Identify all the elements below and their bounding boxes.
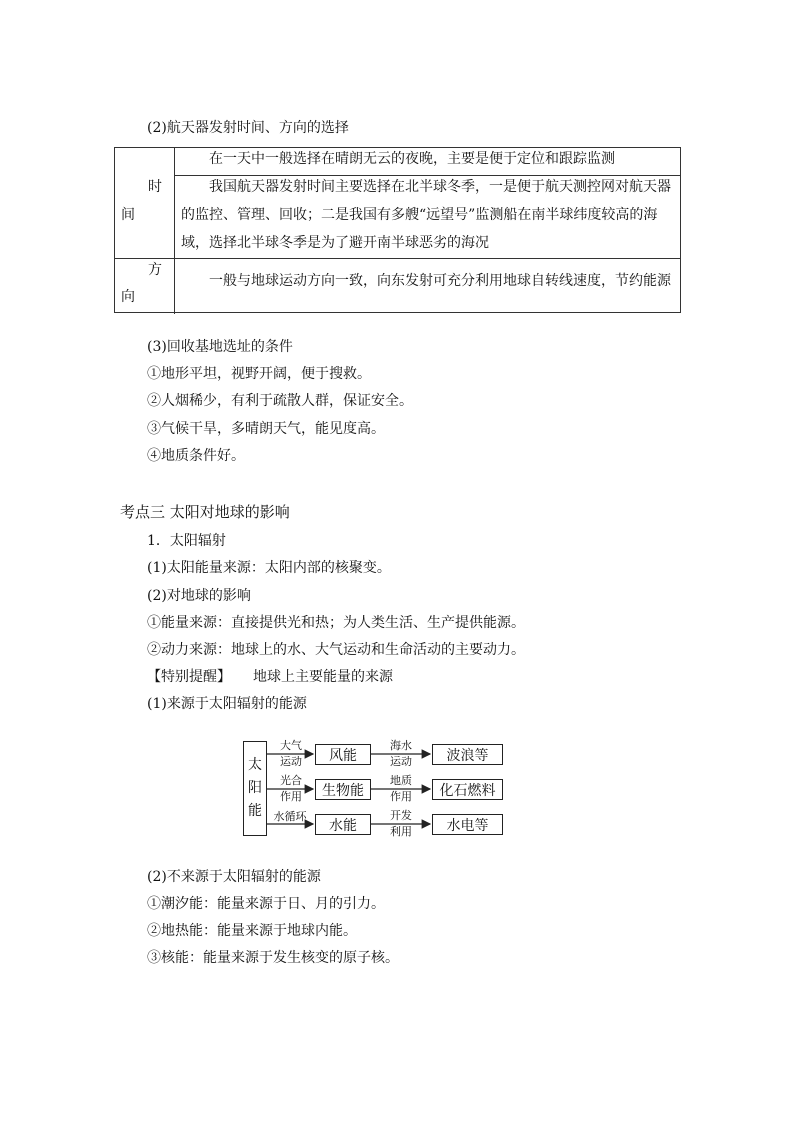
impact-item: ②动力来源：地球上的水、大气运动和生命活动的主要动力。: [147, 642, 525, 658]
impact-item: ①能量来源：直接提供光和热；为人类生活、生产提供能源。: [147, 615, 525, 631]
time-para-line-1: 我国航天器发射时间主要选择在北半球冬季，一是便于航天测控网对航天器: [209, 179, 671, 195]
wave-energy-box: 波浪等: [432, 744, 503, 765]
launch-section-title: (2)航天器发射时间、方向的选择: [147, 120, 349, 136]
table-column-divider-lower: [174, 266, 175, 314]
solar-sources-title: (1)来源于太阳辐射的能源: [147, 696, 307, 712]
non-solar-item: ②地热能：能量来源于地球内能。: [147, 923, 357, 939]
time-para-line-3: 域，选择北半球冬季是为了避开南半球恶劣的海况: [181, 235, 489, 251]
non-solar-item: ①潮汐能：能量来源于日、月的引力。: [147, 896, 385, 912]
table-row-divider: [115, 258, 680, 259]
recovery-section-title: (3)回收基地选址的条件: [147, 339, 293, 355]
row2-label1-b: 作用: [280, 790, 302, 803]
table-column-divider: [174, 148, 175, 266]
impact-title: (2)对地球的影响: [147, 588, 251, 604]
row1-label2-a: 海水: [390, 739, 412, 752]
time-label-2: 间: [121, 207, 135, 223]
sun-char: 阳: [248, 780, 262, 796]
row3-label1: 水循环: [273, 810, 307, 823]
direction-label-1: 方: [148, 262, 162, 278]
recovery-item: ①地形平坦，视野开阔，便于搜救。: [147, 366, 371, 382]
time-line-1: 在一天中一般选择在晴朗无云的夜晚，主要是便于定位和跟踪监测: [209, 151, 615, 167]
reminder-tag: 【特别提醒】: [147, 669, 231, 685]
row3-label2-b: 利用: [390, 825, 412, 838]
row2-label2-a: 地质: [390, 774, 412, 787]
sun-char: 能: [248, 803, 262, 819]
biomass-energy-box: 生物能: [315, 779, 371, 800]
reminder-text: 地球上主要能量的来源: [253, 669, 393, 685]
topic3-sub1: 1．太阳辐射: [147, 533, 226, 549]
row2-label1-a: 光合: [280, 774, 302, 787]
solar-energy-diagram: [243, 735, 508, 845]
time-para-line-2: 的监控、管理、回收；二是我国有多艘“远望号”监测船在南半球纬度较高的海: [181, 207, 658, 223]
row3-label2-a: 开发: [390, 809, 412, 822]
non-solar-title: (2)不来源于太阳辐射的能源: [147, 869, 321, 885]
hydropower-box: 水电等: [432, 814, 503, 835]
recovery-item: ③气候干旱，多晴朗天气，能见度高。: [147, 421, 385, 437]
hydro-energy-box: 水能: [315, 814, 371, 835]
launch-table: [114, 147, 681, 313]
row2-label2-b: 作用: [390, 790, 412, 803]
topic3-heading: 考点三 太阳对地球的影响: [120, 503, 290, 521]
sun-char: 太: [248, 757, 262, 773]
row1-label1-a: 大气: [280, 739, 302, 752]
non-solar-item: ③核能：能量来源于发生核变的原子核。: [147, 950, 399, 966]
fossil-fuel-box: 化石燃料: [432, 779, 503, 800]
direction-label-2: 向: [121, 289, 135, 305]
row1-label2-b: 运动: [390, 755, 412, 768]
recovery-item: ④地质条件好。: [147, 448, 245, 464]
solar-energy-source: (1)太阳能量来源：太阳内部的核聚变。: [147, 560, 391, 576]
time-label-1: 时: [148, 179, 162, 195]
recovery-item: ②人烟稀少，有利于疏散人群，保证安全。: [147, 393, 413, 409]
wind-energy-box: 风能: [315, 744, 371, 765]
solar-energy-box: [243, 741, 267, 836]
direction-text: 一般与地球运动方向一致，向东发射可充分利用地球自转线速度，节约能源: [209, 273, 671, 289]
row1-label1-b: 运动: [280, 755, 302, 768]
